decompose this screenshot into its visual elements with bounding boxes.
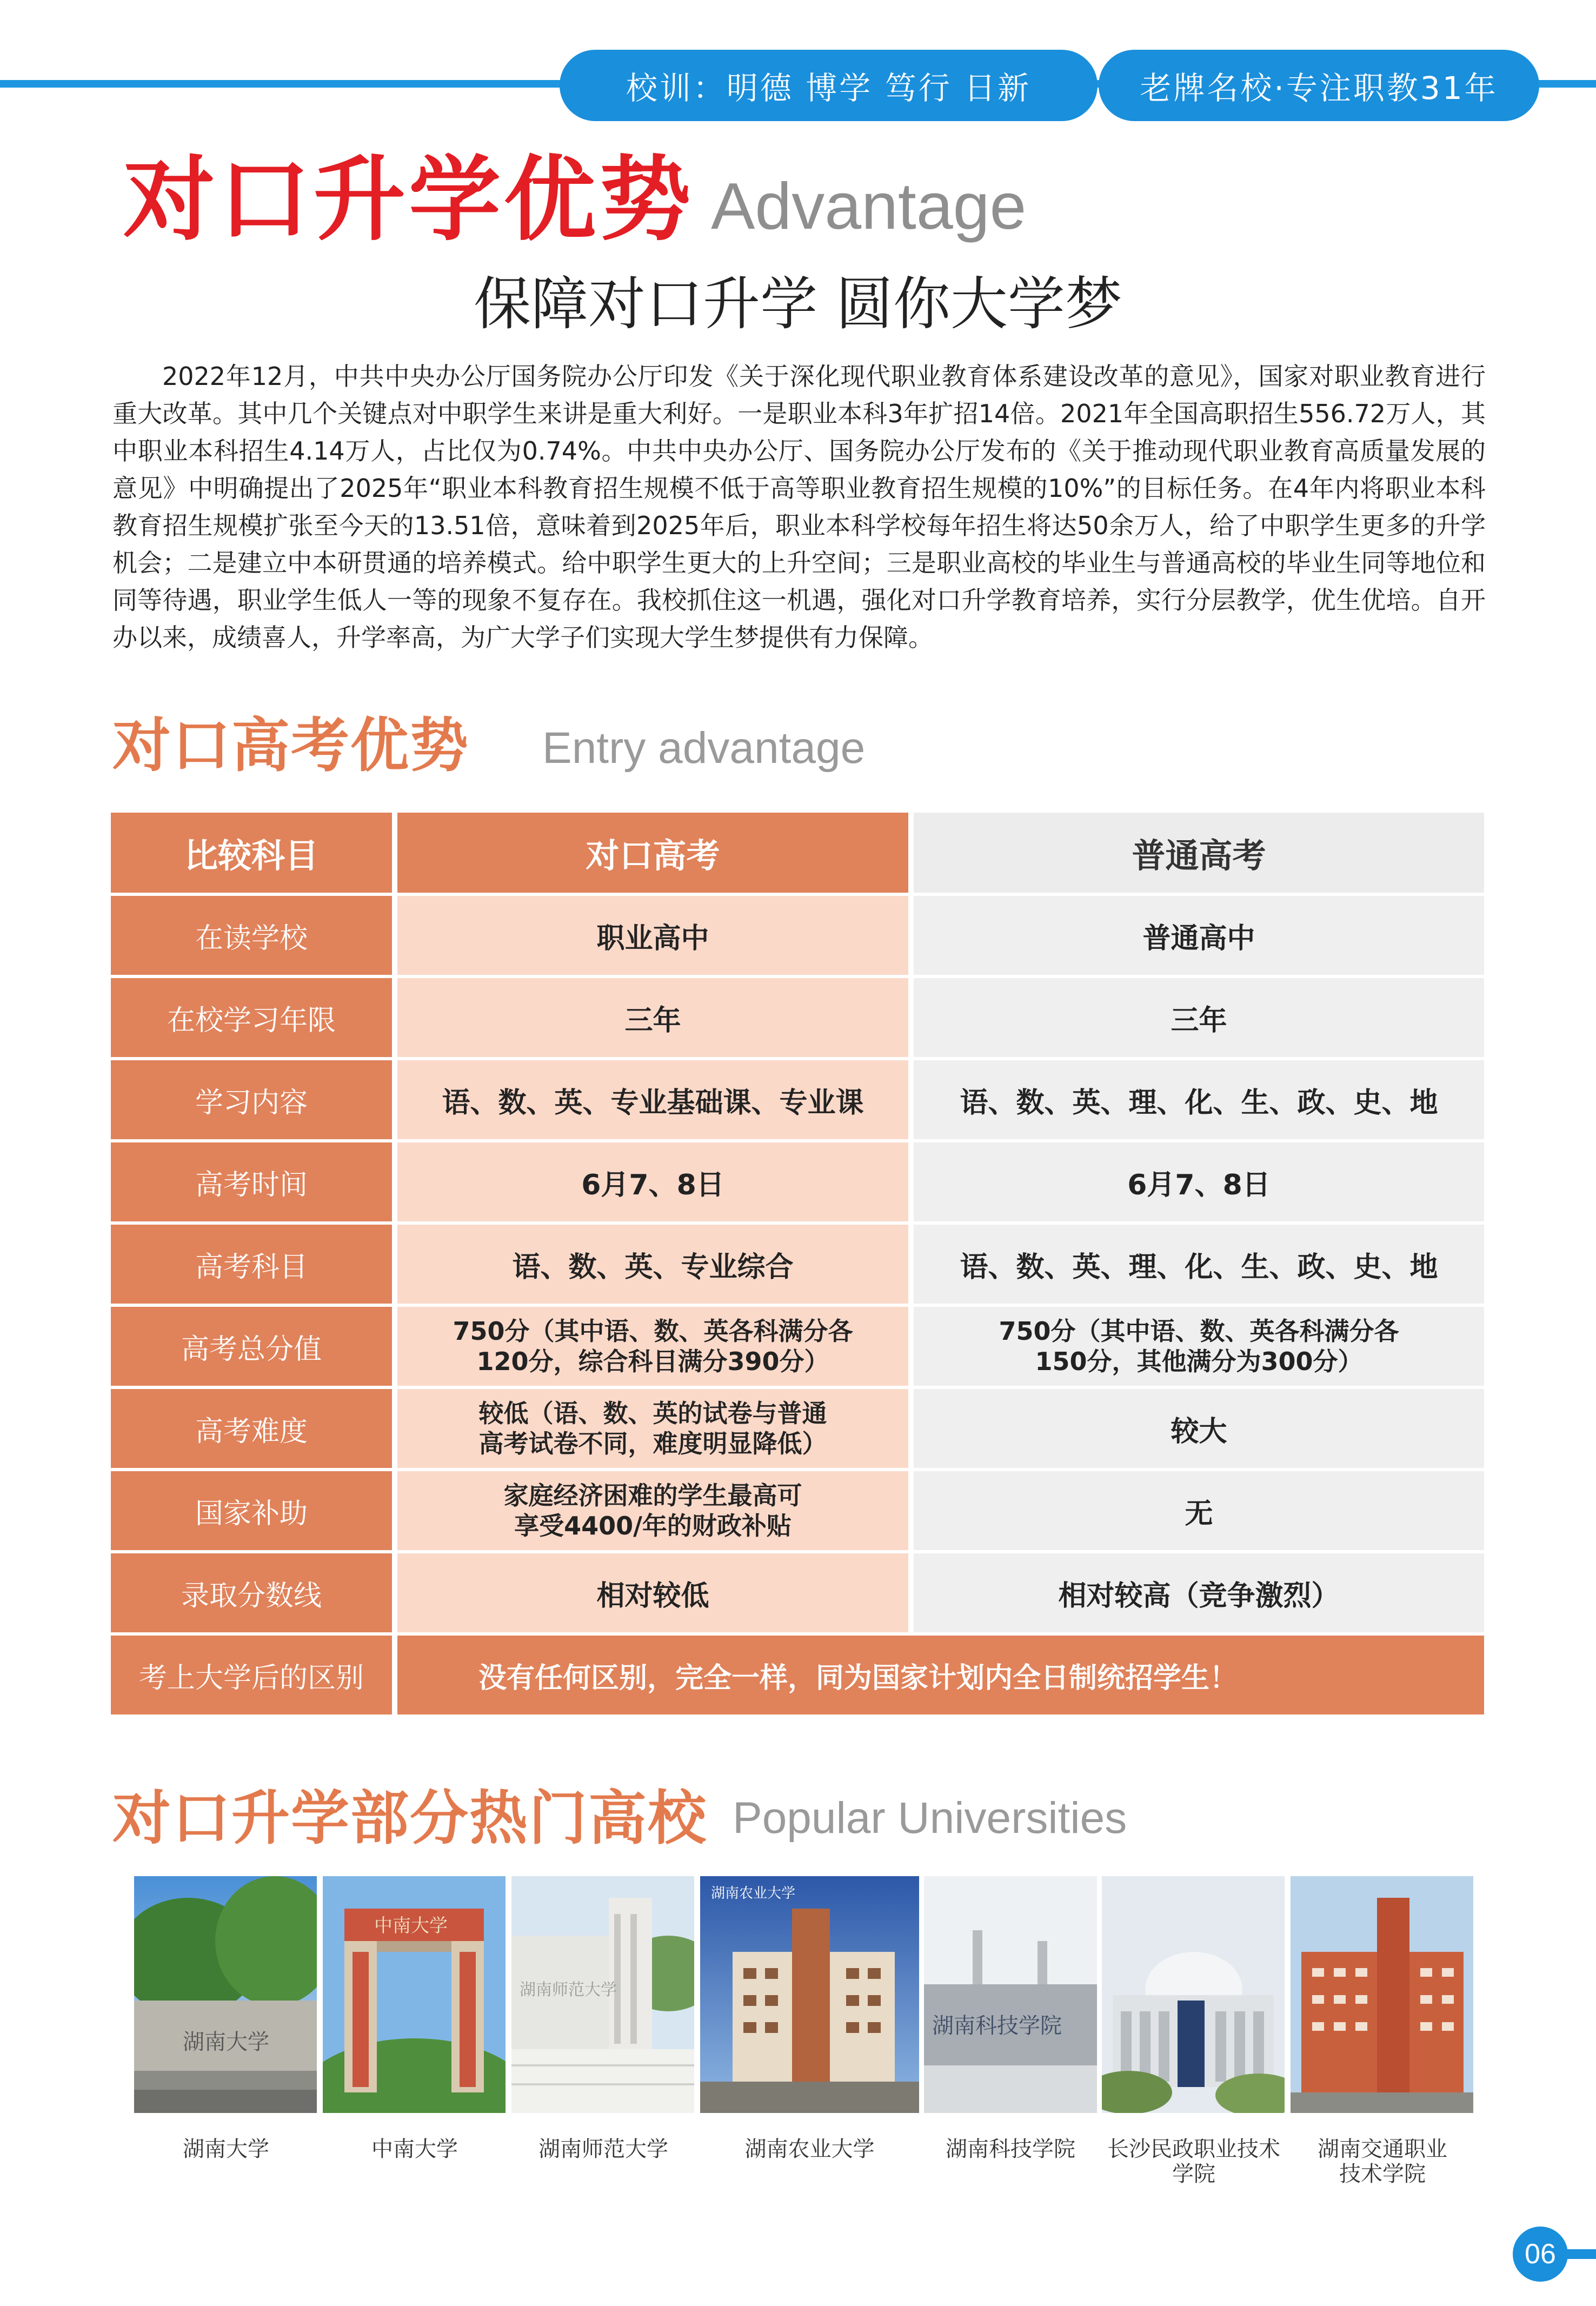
university-name: 湖南大学 [183,2137,269,2162]
photo-inscription: 湖南科技学院 [932,2013,1062,2038]
university-card [924,1876,1097,2187]
section-title-entry-en: Entry advantage [542,723,866,773]
table-row [111,1553,1484,1636]
school-motto-badge: 校训：明德 博学 笃行 日新 [560,50,1098,121]
vocational-cell: 6月7、8日 [397,1142,908,1225]
table-row-summary [111,1636,1484,1718]
university-card [700,1876,919,2187]
university-name: 湖南交通职业技术学院 [1318,2137,1447,2187]
general-cell: 语、数、英、理、化、生、政、史、地 [914,1225,1484,1307]
university-name: 湖南科技学院 [946,2137,1075,2162]
university-gallery [134,1876,1474,2187]
general-cell: 相对较高（竞争激烈） [914,1553,1484,1636]
table-row [111,1307,1484,1389]
table-row [111,1471,1484,1553]
university-card [1102,1876,1286,2187]
row-label: 国家补助 [111,1471,392,1553]
table-header-row [111,813,1484,896]
general-cell: 普通高中 [914,896,1484,978]
table-row [111,1389,1484,1471]
table-row [111,978,1484,1060]
general-cell: 三年 [914,978,1484,1060]
comparison-table [105,813,1489,1718]
general-cell: 750分（其中语、数、英各科满分各150分，其他满分为300分） [914,1307,1484,1389]
university-photo [323,1876,506,2113]
photo-inscription: 湖南农业大学 [711,1885,796,1902]
table-row [111,896,1484,978]
general-cell: 无 [914,1471,1484,1553]
university-photo [924,1876,1097,2113]
vocational-cell: 语、数、英、专业基础课、专业课 [397,1060,908,1142]
table-row [111,1142,1484,1225]
vocational-cell: 家庭经济困难的学生最高可享受4400/年的财政补贴 [397,1471,908,1553]
university-photo [511,1876,694,2113]
university-card [323,1876,507,2187]
page-subtitle: 保障对口升学 圆你大学梦 [474,271,1122,337]
row-label: 学习内容 [111,1060,392,1142]
section-title-entry: 对口高考优势 [112,712,470,780]
table-row [111,1225,1484,1307]
university-name: 中南大学 [371,2137,458,2162]
table-header-cell: 普通高考 [914,813,1484,896]
table-header-cell: 对口高考 [397,813,908,896]
vocational-cell: 职业高中 [397,896,908,978]
row-label: 高考总分值 [111,1307,392,1389]
university-name: 长沙民政职业技术学院 [1107,2137,1280,2187]
row-label: 高考时间 [111,1142,392,1225]
section-title-universities: 对口升学部分热门高校 [112,1785,708,1852]
university-photo [134,1876,317,2113]
photo-inscription: 湖南师范大学 [520,1981,617,1999]
university-card [511,1876,695,2187]
page-title: 对口升学优势 [123,147,695,254]
row-label: 在读学校 [111,896,392,978]
row-label: 高考科目 [111,1225,392,1307]
university-name: 湖南农业大学 [744,2137,875,2162]
row-label: 在校学习年限 [111,978,392,1060]
page-title-en: Advantage [711,169,1027,243]
university-photo [1291,1876,1473,2113]
vocational-cell: 较低（语、数、英的试卷与普通高考试卷不同，难度明显降低） [397,1389,908,1471]
table-header-cell: 比较科目 [111,813,392,896]
university-name: 湖南师范大学 [538,2137,668,2162]
university-photo [700,1876,919,2113]
university-photo [1102,1876,1285,2113]
university-card [1291,1876,1474,2187]
vocational-cell: 三年 [397,978,908,1060]
university-card [134,1876,318,2187]
page-number: 06 [1513,2227,1568,2282]
summary-cell: 没有任何区别，完全一样，同为国家计划内全日制统招学生！ [397,1636,1484,1718]
school-slogan-badge: 老牌名校·专注职教31年 [1099,50,1539,121]
general-cell: 语、数、英、理、化、生、政、史、地 [914,1060,1484,1142]
row-label: 考上大学后的区别 [111,1636,392,1718]
vocational-cell: 相对较低 [397,1553,908,1636]
section-title-universities-en: Popular Universities [733,1793,1127,1843]
table-row [111,1060,1484,1142]
vocational-cell: 750分（其中语、数、英各科满分各120分，综合科目满分390分） [397,1307,908,1389]
vocational-cell: 语、数、英、专业综合 [397,1225,908,1307]
row-label: 录取分数线 [111,1553,392,1636]
general-cell: 较大 [914,1389,1484,1471]
row-label: 高考难度 [111,1389,392,1471]
photo-inscription: 湖南大学 [183,2030,269,2055]
intro-paragraph: 2022年12月，中共中央办公厅国务院办公厅印发《关于深化现代职业教育体系建设改革的意见》，国家对职业教育进行重大改革。其中几个关键点对中职学生来讲是重大利好。一是职业本科3年扩招14倍。2021年全国高职招生556.72万人，其中职业本科招生4.14万人，占比仅为0.74%。中共中央办公厅、国务院办公厅发布的《关于推动现代职业教育高质量发展的意见》中明确提出了2025年“职业本科教育招生规模不低于高等职业教育招生规模的10%”的目标任务。在4年内将职业本科教育招生规模扩张至今天的13.51倍，意味着到2025年后，职业本科学校每年招生将达50余万人，给了中职学生更多的升学机会；二是建立中本研贯通的培养模式。给中职学生更大的上升空间；三是职业高校的毕业生与普通高校的毕业生同等地位和同等待遇，职业学生低人一等的现象不复存在。我校抓住这一机遇，强化对口升学教育培养，实行分层教学，优生优培。自开办以来，成绩喜人，升学率高，为广大学子们实现大学生梦提供有力保障。 [112,362,1486,652]
general-cell: 6月7、8日 [914,1142,1484,1225]
photo-inscription: 中南大学 [374,1915,448,1937]
